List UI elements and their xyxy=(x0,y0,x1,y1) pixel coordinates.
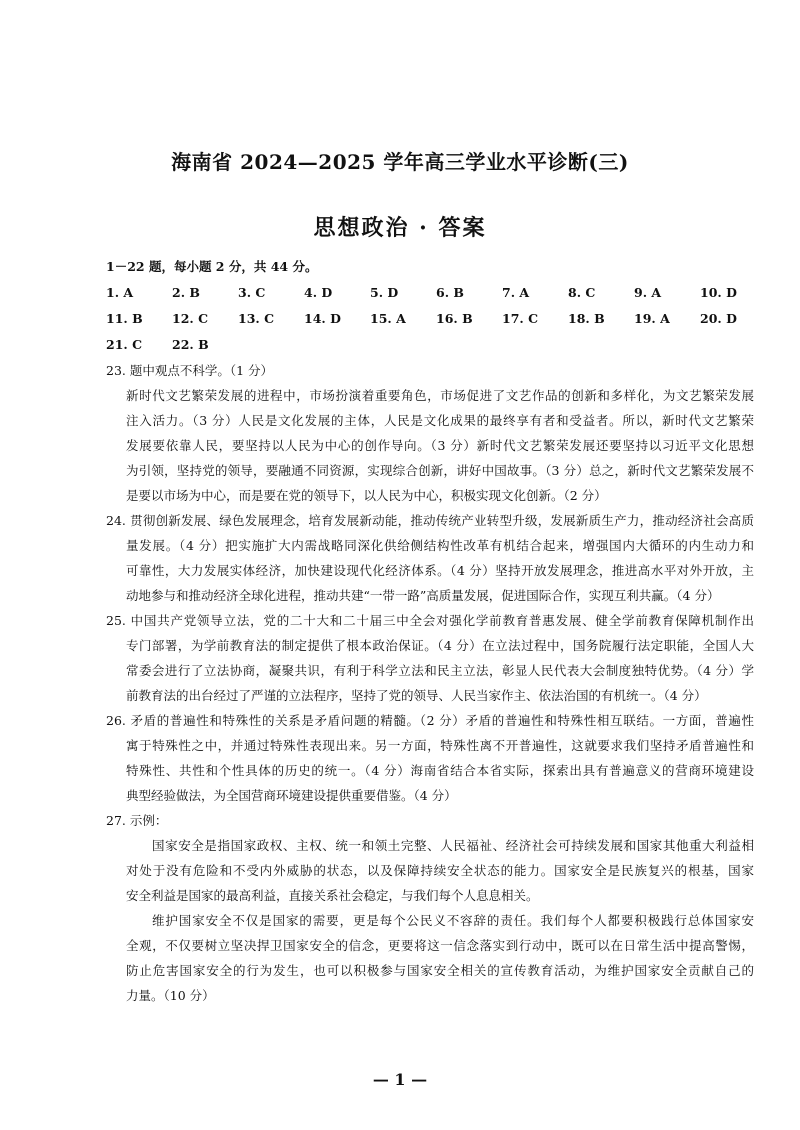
page-title: 海南省 2024—2025 学年高三学业水平诊断(三) xyxy=(171,150,629,174)
answer-line: 特殊性、共性和个性具体的历史的统一。（4 分）海南省结合本省实际，探索出具有普遍意义的营商环境建设 xyxy=(126,763,754,778)
answer-row xyxy=(106,310,754,336)
answer-cell: 21. C xyxy=(106,337,143,352)
answer-cell: 5. D xyxy=(370,285,399,300)
answer-cell: 18. B xyxy=(568,311,605,326)
answer-line: 发展要依靠人民，要坚持以人民为中心的创作导向。（3 分）新时代文艺繁荣发展还要坚持以习近平文化思想 xyxy=(126,438,754,453)
answer-cell: 13. C xyxy=(238,311,275,326)
answer-line: 全观，不仅要树立坚决捍卫国家安全的信念，更要将这一信念落实到行动中，既可以在日常生活中提高警惕， xyxy=(126,938,754,953)
answer-line: 可靠性，大力发展实体经济，加快建设现代化经济体系。（4 分）坚持开放发展理念，推进高水平对外开放，主 xyxy=(126,563,754,578)
answer-line: 量发展。（4 分）把实施扩大内需战略同深化供给侧结构性改革有机结合起来，增强国内大循环的内生动力和 xyxy=(126,538,754,553)
question-23 xyxy=(106,362,754,512)
answer-line: 26. 矛盾的普遍性和特殊性的关系是矛盾问题的精髓。（2 分）矛盾的普遍性和特殊性相互联结。一方面，普遍性 xyxy=(106,713,754,728)
question-24 xyxy=(106,512,754,612)
answer-line: 防止危害国家安全的行为发生，也可以积极参与国家安全相关的宣传教育活动，为维护国家安全贡献自己的 xyxy=(126,963,754,978)
answer-cell: 16. B xyxy=(436,311,473,326)
choice-intro: 1－22 题，每小题 2 分，共 44 分。 xyxy=(106,259,318,274)
answer-cell: 6. B xyxy=(436,285,464,300)
question-head: 23. 题中观点不科学。（1 分） xyxy=(106,363,274,378)
answer-cell: 3. C xyxy=(238,285,266,300)
answer-cell: 19. A xyxy=(634,311,670,326)
answer-cell: 12. C xyxy=(172,311,209,326)
question-26 xyxy=(106,712,754,812)
page-subtitle: 思想政治 · 答案 xyxy=(313,215,487,241)
answer-cell: 17. C xyxy=(502,311,539,326)
answer-line: 新时代文艺繁荣发展的进程中，市场扮演着重要角色，市场促进了文艺作品的创新和多样化，为文艺繁荣发展 xyxy=(126,388,754,403)
answer-cell: 22. B xyxy=(172,337,209,352)
answer-line: 前教育法的出台经过了严谨的立法程序，坚持了党的领导、人民当家作主、依法治国的有机统一。（4 分） xyxy=(126,688,707,703)
answer-line: 维护国家安全不仅是国家的需要，更是每个公民义不容辞的责任。我们每个人都要积极践行总体国家安 xyxy=(152,913,754,928)
answer-line: 24. 贯彻创新发展、绿色发展理念，培育发展新动能，推动传统产业转型升级，发展新质生产力，推动经济社会高质 xyxy=(106,513,754,528)
question-27 xyxy=(106,812,754,1012)
answer-cell: 8. C xyxy=(568,285,596,300)
answer-line: 国家安全是指国家政权、主权、统一和领土完整、人民福祉、经济社会可持续发展和国家其他重大利益相 xyxy=(152,838,754,853)
answer-line: 典型经验做法，为全国营商环境建设提供重要借鉴。（4 分） xyxy=(126,788,457,803)
answer-cell: 10. D xyxy=(700,285,737,300)
answer-cell: 4. D xyxy=(304,285,333,300)
answer-cell: 7. A xyxy=(502,285,530,300)
answer-line: 对处于没有危险和不受内外威胁的状态，以及保障持续安全状态的能力。国家安全是民族复兴的根基，国家 xyxy=(126,863,754,878)
answer-line: 力量。（10 分） xyxy=(126,988,215,1003)
answer-line: 常委会进行了立法协商，凝聚共识，有利于科学立法和民主立法，彰显人民代表大会制度独特优势。（4 分）学 xyxy=(126,663,754,678)
question-25 xyxy=(106,612,754,712)
answer-cell: 1. A xyxy=(106,285,134,300)
answer-cell: 2. B xyxy=(172,285,200,300)
answer-cell: 15. A xyxy=(370,311,406,326)
question-head: 27. 示例： xyxy=(106,813,168,828)
answer-line: 25. 中国共产党领导立法，党的二十大和二十届三中全会对强化学前教育普惠发展、健全学前教育保障机制作出 xyxy=(106,613,754,628)
answer-row xyxy=(106,284,754,310)
answer-cell: 20. D xyxy=(700,311,737,326)
answer-line: 动地参与和推动经济全球化进程，推动共建“一带一路”高质量发展，促进国际合作，实现互利共赢。（4 分） xyxy=(126,588,720,603)
answer-line: 安全利益是国家的最高利益，直接关系社会稳定，与我们每个人息息相关。 xyxy=(126,888,539,903)
answer-row xyxy=(106,336,754,362)
answer-line: 注入活力。（3 分）人民是文化发展的主体，人民是文化成果的最终享有者和受益者。所以，新时代文艺繁荣 xyxy=(126,413,754,428)
answer-line: 寓于特殊性之中，并通过特殊性表现出来。另一方面，特殊性离不开普遍性，这就要求我们坚持矛盾普遍性和 xyxy=(126,738,754,753)
page-number: — 1 — xyxy=(372,1070,428,1089)
answer-line: 是要以市场为中心，而是要在党的领导下，以人民为中心，积极实现文化创新。（2 分） xyxy=(126,488,607,503)
answer-line: 专门部署，为学前教育法的制定提供了根本政治保证。（4 分）在立法过程中，国务院履行法定职能，全国人大 xyxy=(126,638,754,653)
answer-cell: 14. D xyxy=(304,311,341,326)
answer-cell: 9. A xyxy=(634,285,662,300)
answer-cell: 11. B xyxy=(106,311,143,326)
answer-line: 为引领，坚持党的领导，要融通不同资源，实现综合创新，讲好中国故事。（3 分）总之，新时代文艺繁荣发展不 xyxy=(126,463,754,478)
answer-content xyxy=(106,258,754,1012)
